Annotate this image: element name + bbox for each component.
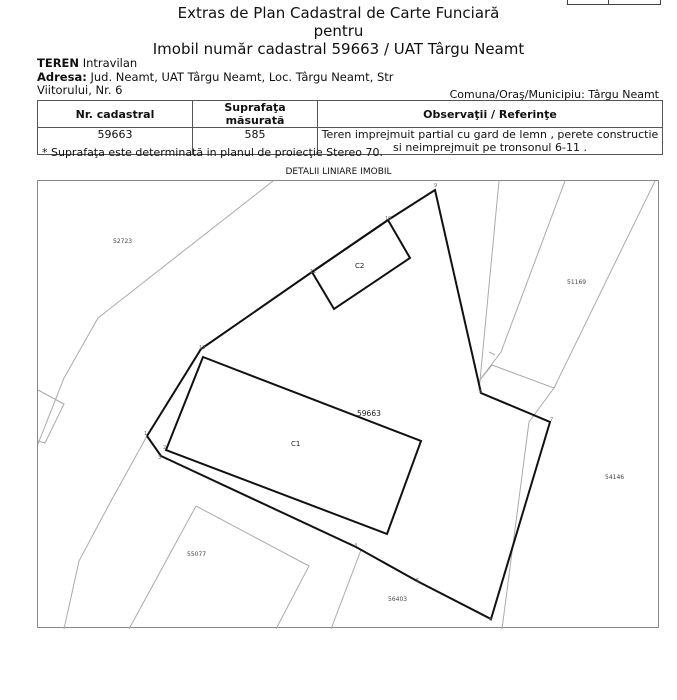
parcel-label: 59663 [357, 409, 381, 418]
vertex-11: 11 [310, 269, 317, 275]
parcel-boundary-59663 [147, 190, 550, 619]
header-nr-cadastral: Nr. cadastral [38, 101, 193, 128]
map-title: DETALII LINIARE IMOBIL [285, 167, 392, 177]
vertex-10: 10 [385, 216, 392, 222]
neighbor-51169: 51169 [567, 279, 587, 286]
neighbor-56403: 56403 [388, 596, 408, 603]
projection-note: * Suprafaţa este determinată in planul de proiecţie Stereo 70. [42, 146, 384, 159]
vertex-1: 1 [144, 431, 148, 437]
vertex-3: 3 [158, 455, 162, 461]
header-suprafata: Suprafaţa măsurată [193, 101, 318, 128]
cell-suprafata: 585 [193, 128, 318, 155]
neighbor-52723: 52723 [113, 238, 133, 245]
address-value: Jud. Neamt, UAT Târgu Neamt, Loc. Târgu Neamt, Str [90, 70, 394, 84]
document-title: Extras de Plan Cadastral de Carte Funciară [177, 4, 500, 22]
property-type-value: Intravilan [82, 56, 138, 70]
vertex-7: 7 [550, 417, 554, 423]
building-label-c2: C2 [355, 262, 365, 270]
vertex-4: 4 [354, 543, 358, 549]
document-subtitle: Imobil număr cadastral 59663 / UAT Târgu Neamt [152, 40, 525, 58]
address-line2: Viitorului, Nr. 6 [37, 83, 123, 97]
property-type [37, 57, 137, 70]
vertex-5: 5 [416, 578, 420, 584]
vertex-9: 9 [434, 183, 438, 189]
vertex-6: 6 [489, 617, 493, 623]
neighbor-54146: 54146 [605, 474, 625, 481]
building-outlines [166, 220, 421, 534]
vertex-2: 2 [163, 445, 167, 451]
address-label: Adresa: [37, 70, 87, 84]
map-drawing [38, 181, 660, 629]
cell-nr-cadastral: 59663 [38, 128, 193, 155]
vertex-12: 12 [199, 345, 206, 351]
header-observatii: Observaţii / Referinţe [318, 101, 663, 128]
property-type-label: TEREN [37, 56, 80, 70]
cadastral-map [37, 180, 659, 628]
building-label-c1: C1 [291, 440, 301, 448]
commune-label: Comuna/Oraş/Municipiu: Târgu Neamt [449, 88, 659, 101]
document-title-pentru: pentru [313, 22, 364, 40]
observatii-line2: si neimprejmuit pe tronsonul 6-11 . [393, 141, 587, 154]
vertex-8: 8 [479, 389, 483, 395]
table-header-row [38, 101, 663, 128]
neighbor-55077: 55077 [187, 551, 207, 558]
observatii-line1: Teren imprejmuit partial cu gard de lemn , perete constructie [321, 128, 659, 141]
